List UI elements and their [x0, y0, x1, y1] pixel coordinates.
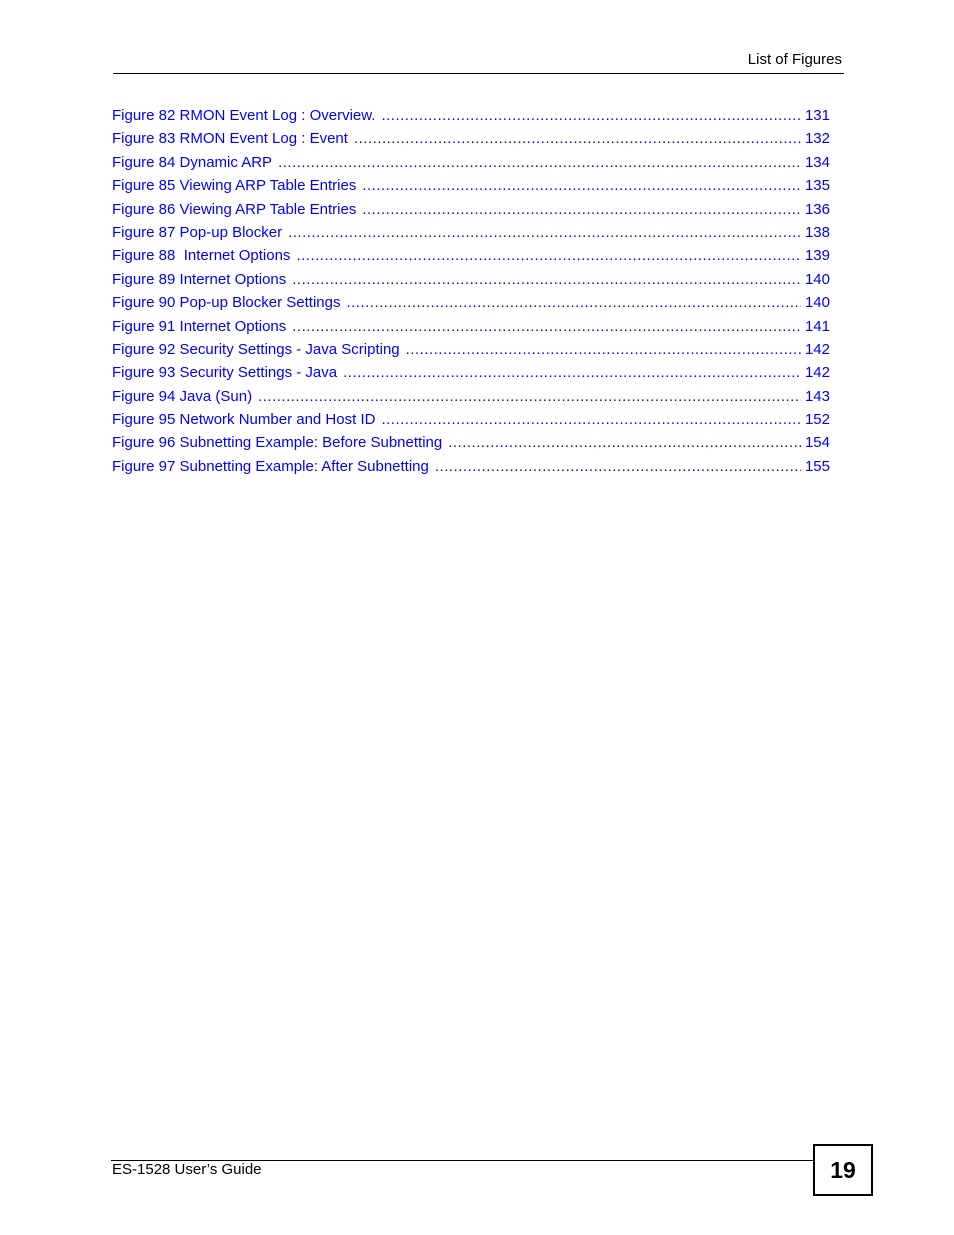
page-number: 19: [830, 1156, 856, 1183]
toc-entry-page: 155: [804, 457, 830, 475]
toc-entry-label: Figure 83 RMON Event Log : Event: [112, 130, 348, 148]
toc-entry-page: 154: [804, 434, 830, 452]
toc-entry-label: Figure 92 Security Settings - Java Scripting: [112, 340, 400, 358]
toc-entry-page: 134: [804, 153, 830, 171]
toc-entry-label: Figure 88 Internet Options: [112, 247, 291, 265]
dot-leader: [448, 433, 801, 453]
toc-entry-figure-94[interactable]: [112, 387, 830, 410]
toc-entry-page: 138: [804, 223, 830, 241]
toc-entry-page: 142: [804, 364, 830, 382]
toc-entry-label: Figure 96 Subnetting Example: Before Subnetting: [112, 434, 443, 452]
toc-entry-figure-93[interactable]: [112, 363, 830, 386]
dot-leader: [346, 293, 801, 313]
toc-entry-page: 141: [804, 317, 830, 335]
toc-entry-label: Figure 95 Network Number and Host ID: [112, 411, 376, 429]
toc-entry-label: Figure 89 Internet Options: [112, 270, 287, 288]
toc-entry-label: Figure 94 Java (Sun): [112, 387, 253, 405]
toc-entry-figure-88[interactable]: [112, 246, 830, 269]
toc-entry-label: Figure 82 RMON Event Log : Overview.: [112, 107, 376, 124]
dot-leader: [381, 410, 801, 430]
dot-leader: [362, 176, 801, 196]
toc-entry-page: 131: [804, 107, 830, 124]
toc-entry-figure-83[interactable]: [112, 129, 830, 152]
footer-guide-title: ES-1528 User’s Guide: [112, 1161, 262, 1178]
toc-entry-page: 132: [804, 130, 830, 148]
dot-leader: [292, 270, 801, 290]
dot-leader: [343, 363, 801, 383]
dot-leader: [278, 153, 801, 173]
toc-entry-page: 142: [804, 340, 830, 358]
toc-entry-label: Figure 85 Viewing ARP Table Entries: [112, 177, 357, 195]
toc-entry-page: 139: [804, 247, 830, 265]
dot-leader: [288, 223, 801, 243]
dot-leader: [258, 387, 801, 407]
toc-entry-figure-84[interactable]: [112, 153, 830, 176]
toc-entry-figure-92[interactable]: [112, 340, 830, 363]
toc-entry-figure-86[interactable]: [112, 200, 830, 223]
toc-entry-figure-87[interactable]: [112, 223, 830, 246]
dot-leader: [435, 457, 801, 477]
dot-leader: [362, 200, 801, 220]
toc-entry-figure-96[interactable]: [112, 433, 830, 456]
dot-leader: [296, 246, 801, 266]
toc-entry-label: Figure 84 Dynamic ARP: [112, 153, 273, 171]
page-number-box: [813, 1144, 873, 1196]
toc-entry-page: 143: [804, 387, 830, 405]
toc-entry-label: Figure 97 Subnetting Example: After Subnetting: [112, 457, 429, 475]
toc-entry-label: Figure 90 Pop-up Blocker Settings: [112, 294, 341, 312]
dot-leader: [354, 129, 801, 149]
toc-entry-figure-95[interactable]: [112, 410, 830, 433]
toc-entry-label: Figure 91 Internet Options: [112, 317, 287, 335]
list-of-figures: [112, 106, 830, 480]
toc-entry-label: Figure 86 Viewing ARP Table Entries: [112, 200, 357, 218]
toc-entry-label: Figure 93 Security Settings - Java: [112, 364, 338, 382]
dot-leader: [406, 340, 801, 360]
dot-leader: [381, 106, 801, 126]
dot-leader: [292, 317, 801, 337]
toc-entry-figure-89[interactable]: [112, 270, 830, 293]
toc-entry-page: 136: [804, 200, 830, 218]
toc-entry-figure-90[interactable]: [112, 293, 830, 316]
toc-entry-page: 135: [804, 177, 830, 195]
toc-entry-page: 140: [804, 270, 830, 288]
toc-entry-page: 140: [804, 294, 830, 312]
toc-entry-page: 152: [804, 411, 830, 429]
toc-entry-figure-97[interactable]: [112, 457, 830, 480]
running-header-title: List of Figures: [747, 51, 842, 68]
header-divider: [113, 73, 844, 74]
toc-entry-label: Figure 87 Pop-up Blocker: [112, 223, 283, 241]
toc-entry-figure-85[interactable]: [112, 176, 830, 199]
toc-entry-figure-82[interactable]: [112, 106, 830, 129]
toc-entry-figure-91[interactable]: [112, 317, 830, 340]
